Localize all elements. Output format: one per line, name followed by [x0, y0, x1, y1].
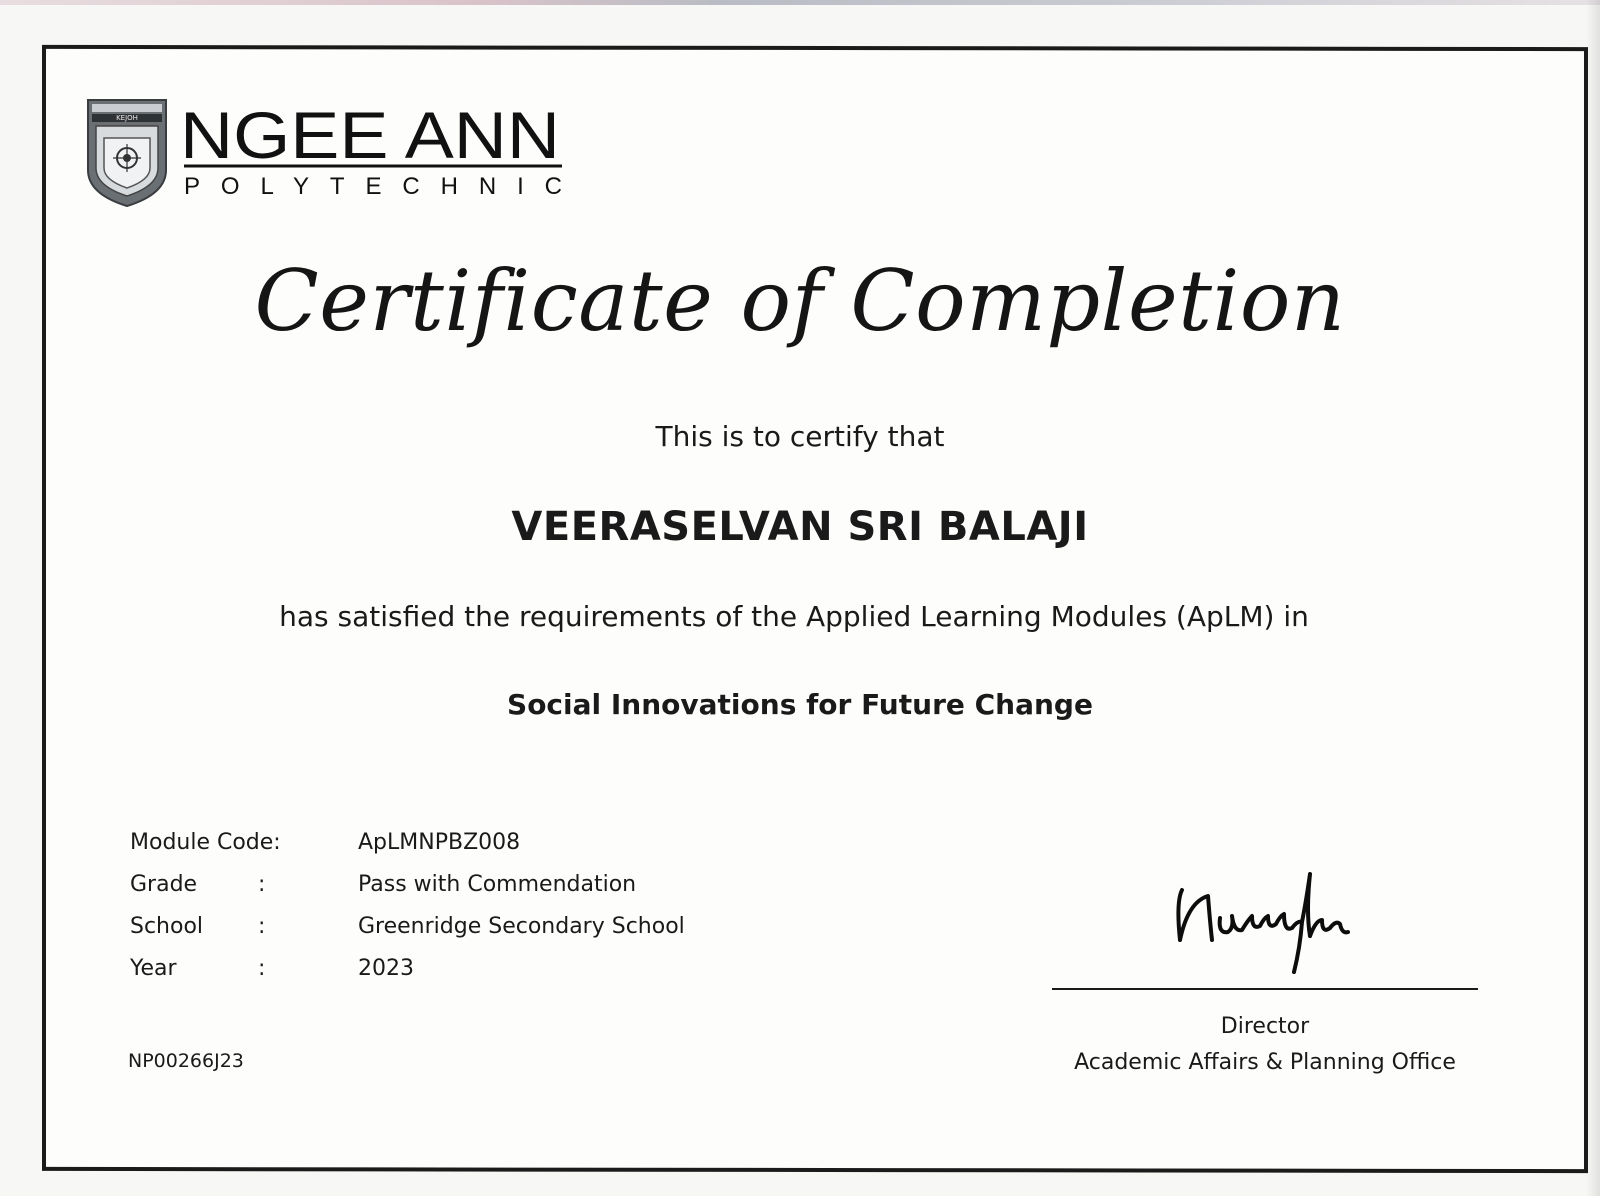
detail-value: 2023 — [358, 956, 414, 981]
photo-top-edge — [0, 0, 1600, 5]
signature-icon — [1160, 862, 1380, 992]
signatory-title: Director — [1220, 1014, 1310, 1039]
recipient-name: VEERASELVAN SRI BALAJI — [511, 504, 1089, 550]
certify-intro: This is to certify that — [655, 420, 945, 453]
detail-colon: : — [258, 914, 266, 939]
logo-subtitle: POLYTECHNIC — [184, 173, 562, 200]
requirement-statement: has satisfied the requirements of the Applied Learning Modules (ApLM) in — [279, 600, 1309, 633]
detail-label: Grade — [130, 872, 198, 897]
detail-value: ApLMNPBZ008 — [358, 830, 521, 855]
logo-name: NGEE ANN — [180, 98, 560, 172]
detail-row-module-code — [130, 830, 830, 872]
crest-text: KEJOH — [116, 114, 138, 122]
ngee-ann-logo — [86, 98, 576, 208]
detail-value: Greenridge Secondary School — [358, 914, 685, 939]
detail-label: Year — [130, 956, 177, 981]
module-name: Social Innovations for Future Change — [507, 688, 1093, 721]
details-list — [130, 830, 830, 998]
certificate-title: Certificate of Completion — [254, 252, 1346, 350]
signatory-office: Academic Affairs & Planning Office — [1074, 1050, 1456, 1075]
detail-row-grade — [130, 872, 830, 914]
detail-row-school — [130, 914, 830, 956]
photo-right-edge-shadow — [1586, 0, 1600, 1196]
detail-label: School — [130, 914, 204, 939]
detail-value: Pass with Commendation — [358, 872, 637, 897]
signature-line — [1052, 988, 1478, 990]
detail-row-year — [130, 956, 830, 998]
detail-colon: : — [258, 956, 266, 981]
detail-colon: : — [258, 872, 266, 897]
detail-label: Module Code: — [130, 830, 281, 855]
certificate-number: NP00266J23 — [128, 1050, 244, 1072]
